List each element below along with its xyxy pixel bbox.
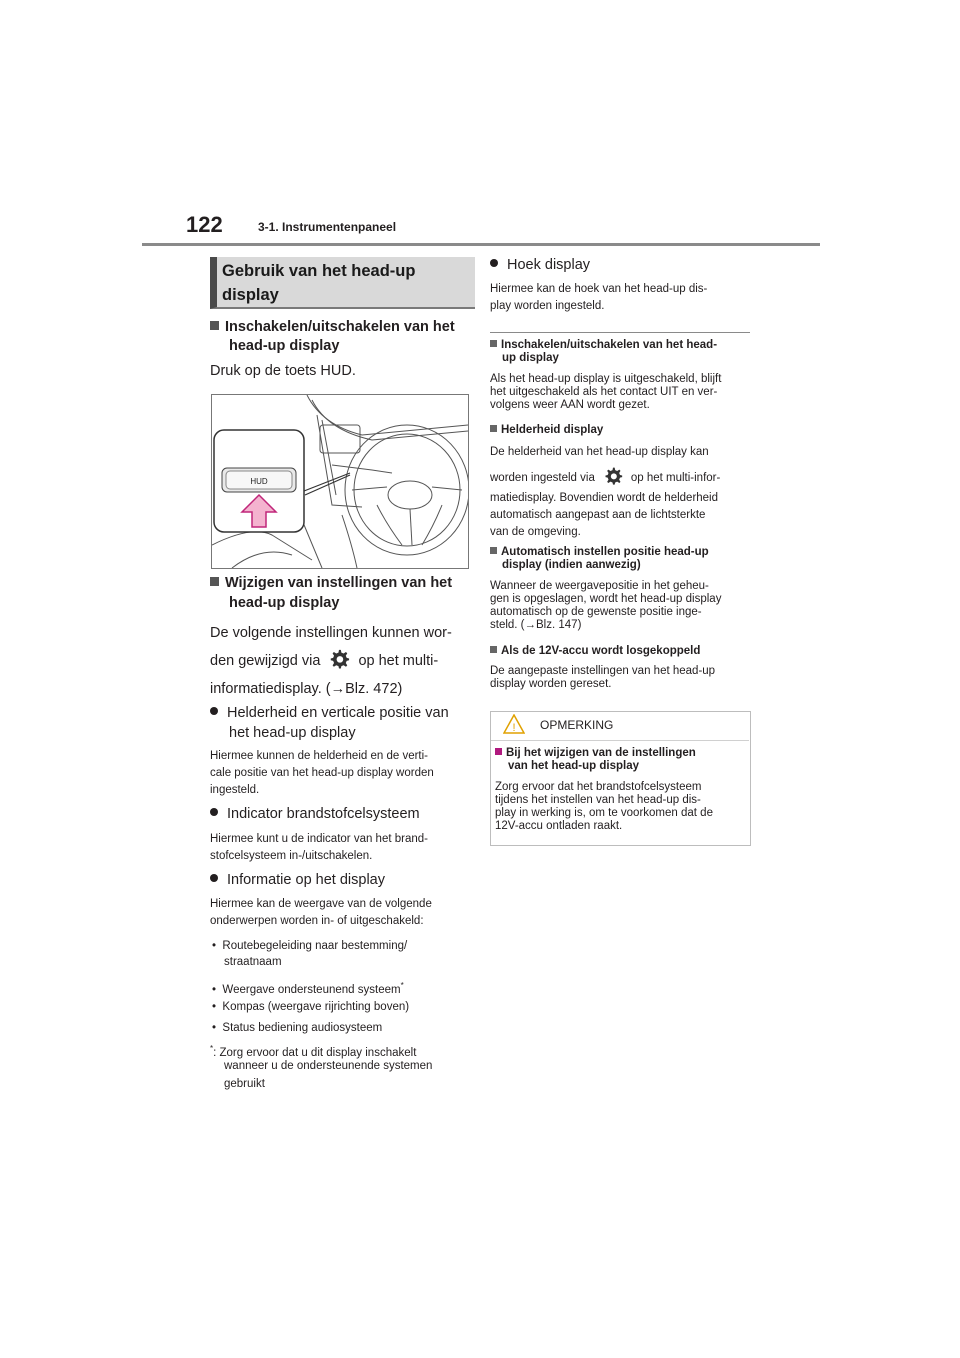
onoff-text: Druk op de toets HUD. bbox=[210, 363, 356, 379]
info-onoff-text-3: volgens weer AAN wordt gezet. bbox=[490, 399, 650, 411]
change-text-3: informatiedisplay. (→Blz. 472) bbox=[210, 681, 403, 697]
bullet-brightness-title: Helderheid en verticale positie van bbox=[210, 702, 449, 724]
bullet-brightness-desc-3: ingesteld. bbox=[210, 784, 260, 796]
warning-icon bbox=[503, 714, 525, 734]
info-brightness-text-2: worden ingesteld via op het multi-infor- bbox=[490, 466, 720, 487]
bullet-info-desc-2: onderwerpen worden in- of uitgeschakeld: bbox=[210, 915, 424, 927]
sub-item-route-cont: straatnaam bbox=[224, 956, 282, 968]
info-brightness-text-5: van de omgeving. bbox=[490, 526, 581, 538]
bullet-brightness-title-cont: het head-up display bbox=[229, 725, 356, 741]
note-text-4: 12V-accu ontladen raakt. bbox=[495, 820, 623, 832]
gear-icon bbox=[328, 648, 350, 670]
info-autopos-text-1: Wanneer de weergavepositie in het geheu- bbox=[490, 580, 709, 592]
sub-item-compass: • Kompas (weergave rijrichting boven) bbox=[212, 1001, 410, 1013]
square-bullet-icon bbox=[490, 425, 497, 432]
footnote-2: wanneer u de ondersteunende systemen bbox=[224, 1060, 433, 1072]
bullet-angle-desc-2: play worden ingesteld. bbox=[490, 300, 605, 312]
bullet-info-desc-1: Hiermee kan de weergave van de volgende bbox=[210, 898, 432, 910]
bullet-fuelcell-desc-2: stofcelsysteem in-/uitschakelen. bbox=[210, 850, 373, 862]
footnote-1: *: Zorg ervoor dat u dit display inschakelt bbox=[210, 1044, 417, 1059]
header-rule bbox=[142, 243, 820, 246]
change-heading: Wijzigen van instellingen van het bbox=[210, 572, 452, 594]
note-label: OPMERKING bbox=[540, 718, 614, 732]
info-brightness-text-3: matiedisplay. Bovendien wordt de helderheid bbox=[490, 492, 719, 504]
bullet-dot-icon bbox=[210, 707, 218, 715]
bullet-dot-icon bbox=[210, 874, 218, 882]
page-number: 122 bbox=[186, 212, 223, 237]
info-autopos-text-3: automatisch op de gewenste positie inge- bbox=[490, 606, 702, 618]
bullet-fuelcell-desc-1: Hiermee kunt u de indicator van het brand- bbox=[210, 833, 428, 845]
info-onoff-text-1: Als het head-up display is uitgeschakeld, blijft bbox=[490, 373, 722, 385]
square-bullet-icon bbox=[210, 321, 219, 330]
onoff-heading-cont: head-up display bbox=[229, 338, 340, 354]
info-autopos-text-2: gen is opgeslagen, wordt het head-up display bbox=[490, 593, 722, 605]
dashboard-drawing bbox=[212, 395, 468, 568]
note-heading: Bij het wijzigen van de instellingen bbox=[495, 747, 696, 760]
info-divider bbox=[490, 332, 750, 333]
info-battery-text-2: display worden gereset. bbox=[490, 678, 612, 690]
sub-item-route: • Routebegeleiding naar bestemming/ bbox=[212, 940, 408, 952]
section-title: Gebruik van het head-up display bbox=[222, 262, 416, 304]
square-bullet-icon bbox=[490, 340, 497, 347]
info-battery-heading: Als de 12V-accu wordt losgekoppeld bbox=[490, 645, 700, 658]
square-bullet-icon bbox=[490, 547, 497, 554]
info-brightness-text-4: automatisch aangepast aan de lichtsterkte bbox=[490, 509, 706, 521]
bullet-brightness-desc-2: cale positie van het head-up display worden bbox=[210, 767, 434, 779]
info-autopos-text-4: steld. (→Blz. 147) bbox=[490, 619, 582, 631]
info-onoff-text-2: het uitgeschakeld als het contact UIT en ver- bbox=[490, 386, 718, 398]
change-text-2: den gewijzigd via op het multi- bbox=[210, 648, 438, 672]
sub-item-assist: • Weergave ondersteunend systeem* bbox=[212, 981, 404, 996]
info-autopos-heading-cont: display (indien aanwezig) bbox=[502, 559, 641, 571]
note-heading-cont: van het head-up display bbox=[508, 760, 639, 772]
info-autopos-heading: Automatisch instellen positie head-up bbox=[490, 546, 709, 559]
change-text-1: De volgende instellingen kunnen wor- bbox=[210, 625, 452, 641]
change-heading-cont: head-up display bbox=[229, 595, 340, 611]
note-text-1: Zorg ervoor dat het brandstofcelsysteem bbox=[495, 781, 702, 793]
note-text-2: tijdens het instellen van het head-up dis- bbox=[495, 794, 701, 806]
bullet-fuelcell-title: Indicator brandstofcelsysteem bbox=[210, 803, 420, 825]
info-battery-text-1: De aangepaste instellingen van het head-up bbox=[490, 665, 716, 677]
square-bullet-icon bbox=[490, 646, 497, 653]
note-header-rule bbox=[491, 740, 749, 741]
info-onoff-heading: Inschakelen/uitschakelen van het head- bbox=[490, 339, 717, 352]
info-brightness-text-1: De helderheid van het head-up display kan bbox=[490, 446, 709, 458]
onoff-heading: Inschakelen/uitschakelen van het bbox=[210, 316, 455, 338]
bullet-angle-desc-1: Hiermee kan de hoek van het head-up dis- bbox=[490, 283, 708, 295]
square-bullet-icon bbox=[495, 748, 502, 755]
bullet-info-title: Informatie op het display bbox=[210, 869, 385, 891]
bullet-dot-icon bbox=[490, 259, 498, 267]
bullet-dot-icon bbox=[210, 808, 218, 816]
svg-text:!: ! bbox=[512, 722, 516, 734]
footnote-3: gebruikt bbox=[224, 1078, 265, 1090]
chapter-title: 3-1. Instrumentenpaneel bbox=[258, 220, 397, 234]
note-text-3: play in werking is, om te voorkomen dat de bbox=[495, 807, 713, 819]
hud-button-label: HUD bbox=[250, 477, 268, 486]
info-brightness-heading: Helderheid display bbox=[490, 424, 603, 437]
sub-item-audio: • Status bediening audiosysteem bbox=[212, 1022, 383, 1034]
square-bullet-icon bbox=[210, 577, 219, 586]
hud-button-illustration bbox=[211, 394, 469, 569]
bullet-angle-title: Hoek display bbox=[490, 254, 590, 276]
gear-icon bbox=[603, 466, 623, 486]
info-onoff-heading-cont: up display bbox=[502, 352, 559, 364]
bullet-brightness-desc-1: Hiermee kunnen de helderheid en de verti- bbox=[210, 750, 428, 762]
